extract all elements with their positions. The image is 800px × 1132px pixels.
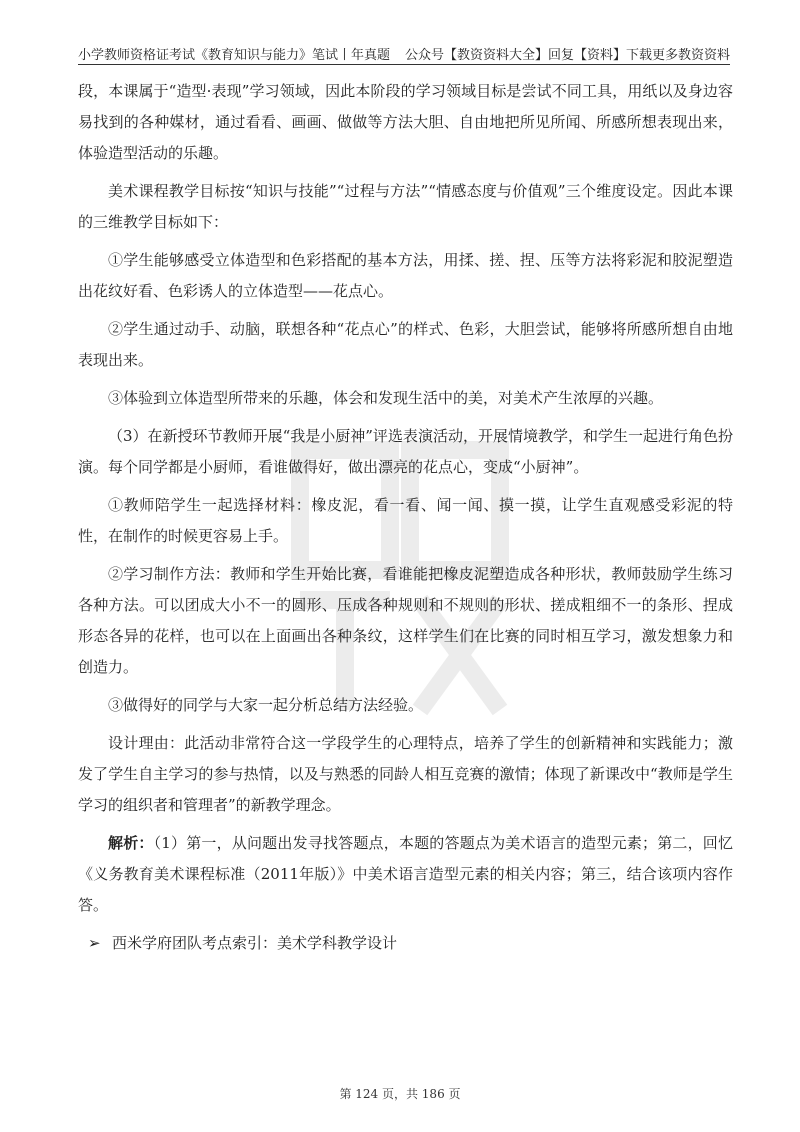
paragraph: ③体验到立体造型所带来的乐趣，体会和发现生活中的美，对美术产生浓厚的兴趣。	[108, 389, 664, 407]
paragraph: 段，本课属于“造型·表现”学习领域，因此本阶段的学习领域目标是尝试不同工具，用纸以及身边容易找到的各种媒材，通过看看、画画、做做等方法大胆、自由地把所见所闻、所感所想表现出来，体验造型活动的乐趣。	[78, 82, 733, 162]
paragraph: ①教师陪学生一起选择材料：橡皮泥，看一看、闻一闻、摸一摸，让学生直观感受彩泥的特性，在制作的时候更容易上手。	[78, 496, 733, 545]
page-header	[78, 42, 730, 65]
page-number: 第 124 页，共 186 页	[339, 1087, 461, 1101]
paragraph: 美术课程教学目标按“知识与技能”“过程与方法”“情感态度与价值观”三个维度设定。因此本课的三维教学目标如下：	[78, 182, 733, 231]
analysis-paragraph	[78, 828, 733, 921]
index-text: 西米学府团队考点索引：美术学科教学设计	[112, 934, 398, 952]
analysis-text: （1）第一，从问题出发寻找答题点，本题的答题点为美术语言的造型元素；第二，回忆《义务教育美术课程标准（2011年版）》中美术语言造型元素的相关内容；第三，结合该项内容作答。	[78, 834, 733, 914]
paragraph: 设计理由：此活动非常符合这一学段学生的心理特点，培养了学生的创新精神和实践能力；激发了学生自主学习的参与热情，以及与熟悉的同龄人相互竞赛的激情；体现了新课改中“教师是学生学习的组织者和管理者”的新教学理念。	[78, 734, 733, 814]
paragraph: ②学生通过动手、动脑，联想各种“花点心”的样式、色彩，大胆尝试，能够将所感所想自由地表现出来。	[78, 320, 733, 369]
header-promo: 公众号【教资资料大全】回复【资料】下载更多教资资料	[404, 48, 730, 63]
index-bullet	[78, 928, 733, 959]
analysis-label: 解析：	[108, 834, 154, 852]
paragraph: （3）在新授环节教师开展“我是小厨神”评选表演活动，开展情境教学，和学生一起进行角色扮演。每个同学都是小厨师，看谁做得好，做出漂亮的花点心，变成“小厨神”。	[78, 427, 733, 476]
paragraph: ①学生能够感受立体造型和色彩搭配的基本方法，用揉、搓、捏、压等方法将彩泥和胶泥塑造出花纹好看、色彩诱人的立体造型——花点心。	[78, 251, 733, 300]
header-title: 小学教师资格证考试《教育知识与能力》笔试丨年真题	[78, 48, 391, 63]
arrow-bullet-icon: ➢	[88, 934, 101, 952]
paragraph: ②学习制作方法：教师和学生开始比赛，看谁能把橡皮泥塑造成各种形状，教师鼓励学生练习各种方法。可以团成大小不一的圆形、压成各种规则和不规则的形状、搓成粗细不一的条形、捏成形态各异的花样，也可以在上面画出各种条纹，这样学生们在比赛的同时相互学习，激发想象力和创造力。	[78, 565, 733, 676]
document-body	[78, 76, 733, 959]
paragraph: ③做得好的同学与大家一起分析总结方法经验。	[108, 696, 424, 714]
